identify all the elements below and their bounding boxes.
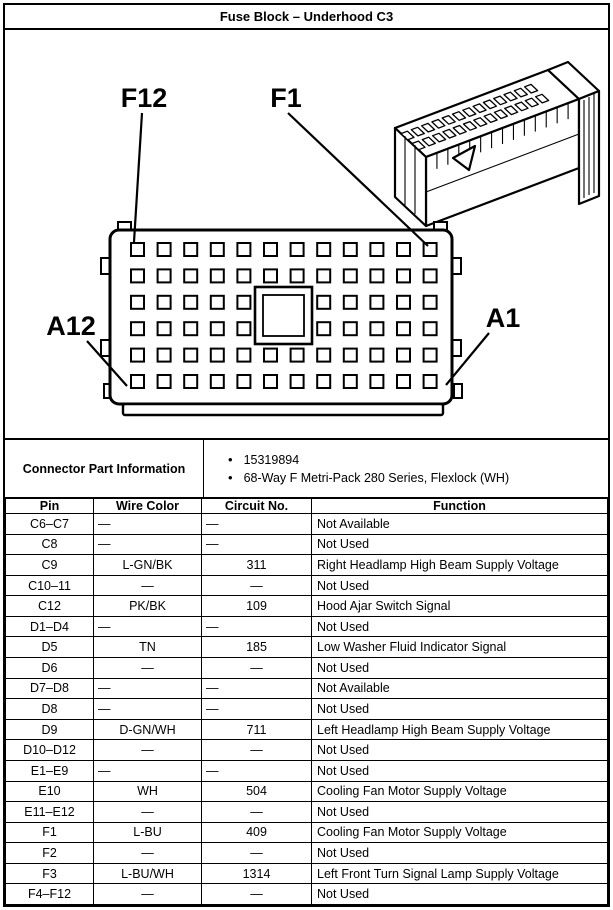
pin-cavity: [291, 375, 304, 388]
pin-cavity: [211, 322, 224, 335]
wire-color-cell: —: [94, 514, 202, 535]
pin-cavity: [424, 296, 437, 309]
function-cell: Not Used: [312, 534, 608, 555]
function-cell: Low Washer Fluid Indicator Signal: [312, 637, 608, 658]
wire-color-cell: —: [94, 760, 202, 781]
connector-diagram-svg: [5, 30, 608, 438]
pin-cavity: [211, 243, 224, 256]
pin-cell: F3: [6, 863, 94, 884]
table-row: [6, 781, 608, 802]
pin-cavity: [424, 349, 437, 362]
pin-cell: D1–D4: [6, 616, 94, 637]
function-cell: Hood Ajar Switch Signal: [312, 596, 608, 617]
wire-color-cell: —: [94, 678, 202, 699]
wire-color-cell: —: [94, 699, 202, 720]
pin-cavity: [158, 269, 171, 282]
table-row: [6, 514, 608, 535]
table-row: [6, 575, 608, 596]
pin-cavity: [184, 349, 197, 362]
pin-cavity: [397, 322, 410, 335]
bottom-flange: [123, 404, 443, 415]
pin-cell: E1–E9: [6, 760, 94, 781]
function-cell: Not Used: [312, 740, 608, 761]
pin-cavity: [211, 296, 224, 309]
function-cell: Not Used: [312, 575, 608, 596]
connector-face-view: [101, 222, 462, 415]
function-cell: Left Headlamp High Beam Supply Voltage: [312, 719, 608, 740]
connector-diagram: [5, 30, 608, 440]
pin-label-f1: F1: [270, 83, 302, 113]
circuit-cell: —: [202, 740, 312, 761]
table-row: [6, 884, 608, 905]
circuit-cell: —: [202, 884, 312, 905]
circuit-cell: —: [202, 658, 312, 679]
list-item: [228, 453, 608, 467]
pin-cavity: [211, 349, 224, 362]
table-row: [6, 740, 608, 761]
function-cell: Not Used: [312, 843, 608, 864]
table-row: [6, 699, 608, 720]
pin-cavity: [184, 243, 197, 256]
pin-cell: C12: [6, 596, 94, 617]
table-row: [6, 802, 608, 823]
pin-cell: D8: [6, 699, 94, 720]
pin-cavity: [370, 349, 383, 362]
leader-line-f12: [134, 113, 142, 242]
function-cell: Left Front Turn Signal Lamp Supply Voltage: [312, 863, 608, 884]
pin-cell: F4–F12: [6, 884, 94, 905]
function-cell: Not Available: [312, 678, 608, 699]
pin-cavity: [211, 375, 224, 388]
center-cavity-inner: [263, 295, 304, 336]
circuit-cell: —: [202, 575, 312, 596]
pin-label-a12: A12: [46, 311, 96, 341]
pin-cavity: [131, 243, 144, 256]
circuit-cell: —: [202, 699, 312, 720]
pin-cavity: [291, 269, 304, 282]
pin-cavity: [397, 349, 410, 362]
circuit-cell: 711: [202, 719, 312, 740]
wire-color-cell: —: [94, 843, 202, 864]
circuit-cell: 504: [202, 781, 312, 802]
wire-color-cell: L-BU/WH: [94, 863, 202, 884]
function-cell: Cooling Fan Motor Supply Voltage: [312, 822, 608, 843]
document-frame: [3, 3, 610, 907]
pin-cavity: [370, 296, 383, 309]
wire-color-cell: —: [94, 658, 202, 679]
circuit-cell: 109: [202, 596, 312, 617]
pin-label-a1: A1: [485, 303, 521, 333]
pin-cavity: [397, 375, 410, 388]
pin-cavity: [370, 375, 383, 388]
pin-cavity: [344, 322, 357, 335]
pin-cavity: [291, 349, 304, 362]
pin-cavity: [317, 375, 330, 388]
pin-cell: C6–C7: [6, 514, 94, 535]
pin-cavity: [184, 375, 197, 388]
table-row: [6, 616, 608, 637]
circuit-cell: —: [202, 514, 312, 535]
function-cell: Not Used: [312, 658, 608, 679]
pin-cavity: [158, 349, 171, 362]
header-wire: Wire Color: [94, 499, 202, 514]
wire-color-cell: —: [94, 884, 202, 905]
pin-cavity: [237, 243, 250, 256]
table-row: [6, 822, 608, 843]
function-cell: Not Used: [312, 699, 608, 720]
pin-cavity: [158, 296, 171, 309]
pin-cavity: [370, 243, 383, 256]
mount-hook: [454, 384, 462, 398]
pin-cell: C9: [6, 555, 94, 576]
pin-cell: D7–D8: [6, 678, 94, 699]
wire-color-cell: —: [94, 740, 202, 761]
pin-cell: E11–E12: [6, 802, 94, 823]
pin-cavity: [344, 296, 357, 309]
function-cell: Not Used: [312, 616, 608, 637]
pin-cavity: [184, 322, 197, 335]
pin-cavity: [317, 269, 330, 282]
header-row: [6, 499, 608, 514]
pin-cavity: [131, 269, 144, 282]
wire-color-cell: —: [94, 802, 202, 823]
connector-part-info: [5, 440, 608, 498]
part-info-list: [204, 440, 608, 497]
pin-table: [5, 498, 608, 905]
pin-cavity: [184, 269, 197, 282]
function-cell: Cooling Fan Motor Supply Voltage: [312, 781, 608, 802]
circuit-cell: —: [202, 802, 312, 823]
pin-cavity: [237, 322, 250, 335]
header-function: Function: [312, 499, 608, 514]
pin-cavity: [424, 375, 437, 388]
function-cell: Right Headlamp High Beam Supply Voltage: [312, 555, 608, 576]
pin-cavity: [237, 349, 250, 362]
table-row: [6, 596, 608, 617]
pin-cell: C10–11: [6, 575, 94, 596]
pin-cavity: [344, 349, 357, 362]
pin-cell: F1: [6, 822, 94, 843]
pin-cavity: [317, 243, 330, 256]
pin-cell: C8: [6, 534, 94, 555]
page-title: Fuse Block – Underhood C3: [5, 5, 608, 30]
pin-cavity: [211, 269, 224, 282]
table-row: [6, 760, 608, 781]
circuit-cell: —: [202, 843, 312, 864]
pin-cavity: [317, 349, 330, 362]
pin-cavity: [237, 296, 250, 309]
pin-cavity: [397, 269, 410, 282]
pin-cavity: [264, 243, 277, 256]
header-pin: Pin: [6, 499, 94, 514]
pin-cavity: [158, 322, 171, 335]
pin-cavity: [131, 375, 144, 388]
pin-cavity: [158, 375, 171, 388]
table-row: [6, 555, 608, 576]
wire-color-cell: PK/BK: [94, 596, 202, 617]
circuit-cell: 311: [202, 555, 312, 576]
pin-table-section: [5, 498, 608, 905]
circuit-cell: 1314: [202, 863, 312, 884]
wire-color-cell: L-BU: [94, 822, 202, 843]
table-row: [6, 843, 608, 864]
wire-color-cell: L-GN/BK: [94, 555, 202, 576]
pin-cavity: [397, 296, 410, 309]
pin-cell: D5: [6, 637, 94, 658]
pin-cavity: [237, 375, 250, 388]
part-number: 15319894: [243, 452, 300, 467]
pin-cavity: [131, 322, 144, 335]
pin-cavity: [158, 243, 171, 256]
connector-description: 68-Way F Metri-Pack 280 Series, Flexlock (WH): [243, 470, 510, 485]
pin-table-header: [6, 499, 608, 514]
pin-cavity: [370, 269, 383, 282]
circuit-cell: —: [202, 760, 312, 781]
pin-cavity: [264, 375, 277, 388]
function-cell: Not Used: [312, 802, 608, 823]
bullet-icon: •: [228, 452, 233, 467]
center-cavity: [255, 287, 312, 344]
pin-cavity: [317, 322, 330, 335]
pin-cavity: [264, 269, 277, 282]
pin-cell: E10: [6, 781, 94, 802]
pin-cavity: [237, 269, 250, 282]
pin-cavity: [291, 243, 304, 256]
pin-cavity: [131, 296, 144, 309]
table-row: [6, 534, 608, 555]
wire-color-cell: D-GN/WH: [94, 719, 202, 740]
table-row: [6, 863, 608, 884]
table-row: [6, 719, 608, 740]
pin-label-f12: F12: [120, 83, 168, 113]
pin-cavity: [317, 296, 330, 309]
part-info-heading: Connector Part Information: [5, 440, 204, 497]
wire-color-cell: —: [94, 575, 202, 596]
wire-color-cell: TN: [94, 637, 202, 658]
circuit-cell: 409: [202, 822, 312, 843]
pin-cavity: [344, 269, 357, 282]
pin-cavity: [397, 243, 410, 256]
pin-cell: D9: [6, 719, 94, 740]
circuit-cell: —: [202, 534, 312, 555]
bullet-icon: •: [228, 470, 233, 485]
pin-cavity: [344, 243, 357, 256]
function-cell: Not Available: [312, 514, 608, 535]
wire-color-cell: —: [94, 534, 202, 555]
wire-color-cell: —: [94, 616, 202, 637]
function-cell: Not Used: [312, 760, 608, 781]
pin-cavity: [184, 296, 197, 309]
function-cell: Not Used: [312, 884, 608, 905]
table-row: [6, 637, 608, 658]
circuit-cell: —: [202, 616, 312, 637]
pin-cell: F2: [6, 843, 94, 864]
list-item: [228, 471, 608, 485]
circuit-cell: —: [202, 678, 312, 699]
pin-cell: D10–D12: [6, 740, 94, 761]
pin-cavity: [424, 322, 437, 335]
pin-cavity: [264, 349, 277, 362]
header-circuit: Circuit No.: [202, 499, 312, 514]
table-row: [6, 658, 608, 679]
pin-table-body: [6, 514, 608, 905]
wire-color-cell: WH: [94, 781, 202, 802]
circuit-cell: 185: [202, 637, 312, 658]
pin-cavity: [424, 269, 437, 282]
pin-cavity: [370, 322, 383, 335]
connector-isometric-view: [395, 62, 599, 226]
pin-cavity: [131, 349, 144, 362]
table-row: [6, 678, 608, 699]
pin-cavity: [344, 375, 357, 388]
pin-cell: D6: [6, 658, 94, 679]
